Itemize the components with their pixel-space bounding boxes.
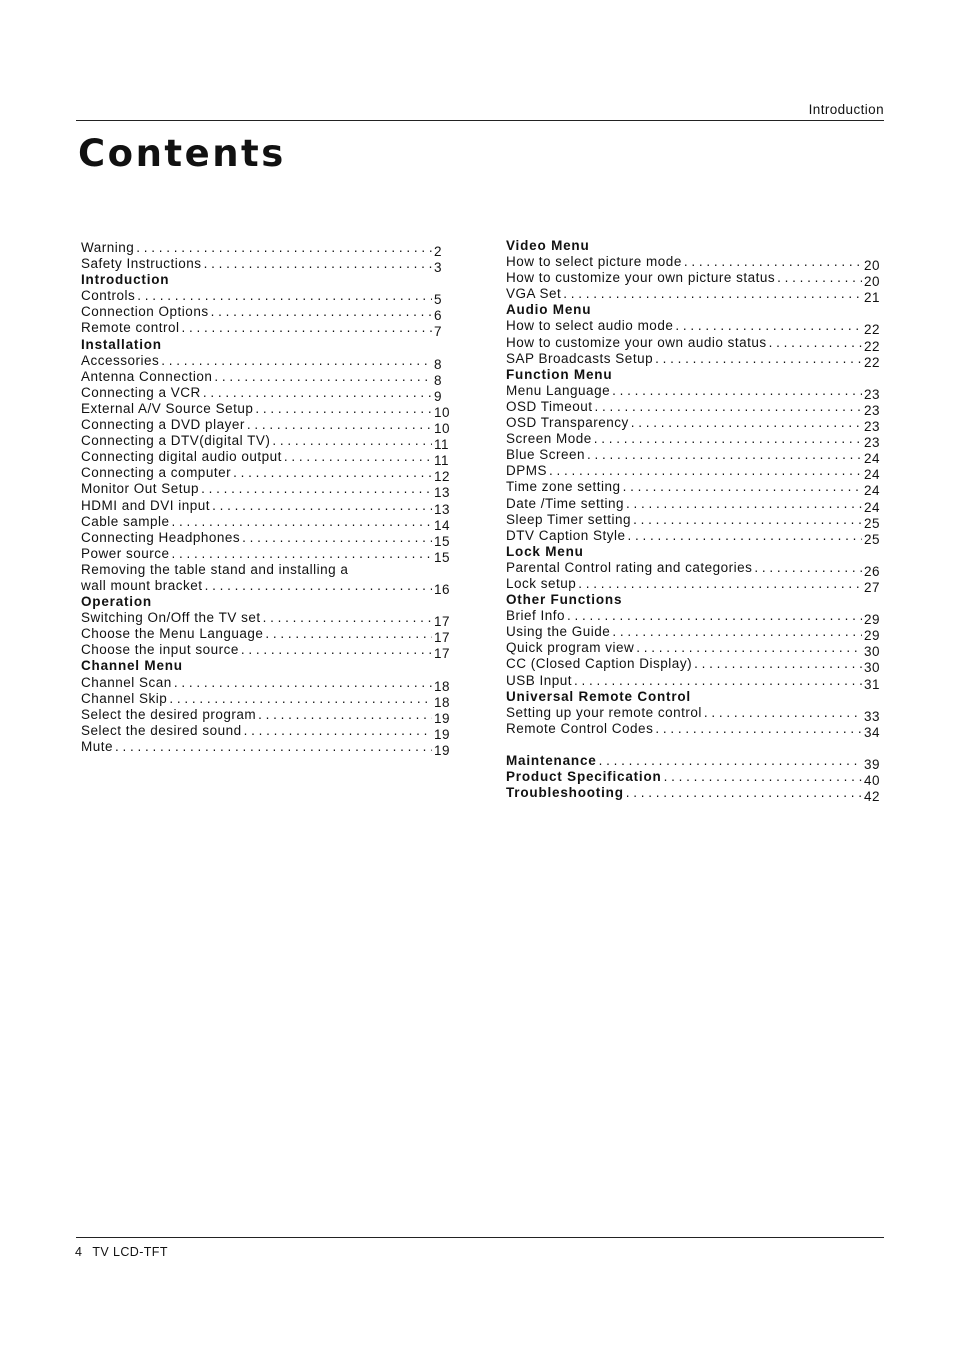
toc-dot-leader [626, 496, 862, 512]
toc-entry-label: Monitor Out Setup [81, 481, 200, 497]
toc-dot-leader [704, 705, 862, 721]
toc-dot-leader [182, 320, 432, 336]
toc-dot-leader [247, 417, 432, 433]
toc-entry[interactable] [506, 415, 882, 435]
toc-dot-leader [241, 642, 432, 658]
toc-entry[interactable] [81, 288, 452, 308]
toc-dot-leader [136, 240, 432, 256]
toc-entry[interactable] [506, 318, 882, 338]
toc-page-number: 13 [434, 501, 451, 517]
toc-page-number: 24 [864, 451, 881, 467]
toc-dot-leader [244, 723, 432, 739]
toc-dot-leader [567, 608, 862, 624]
toc-page-number: 30 [864, 644, 881, 660]
toc-dot-leader [174, 675, 432, 691]
toc-entry-label: How to select picture mode [506, 254, 682, 270]
toc-dot-leader [675, 318, 862, 334]
footer-rule [76, 1237, 884, 1238]
toc-entry[interactable] [506, 479, 882, 499]
toc-dot-leader [633, 512, 862, 528]
toc-page-number: 12 [434, 469, 451, 485]
toc-entry[interactable] [506, 785, 882, 805]
toc-page-number: 40 [864, 773, 881, 788]
toc-page-number: 24 [864, 499, 881, 515]
toc-page-number: 10 [434, 421, 451, 437]
toc-section-heading: Other Functions [506, 592, 623, 608]
toc-entry-label: Remote control [81, 320, 180, 336]
toc-dot-leader [612, 383, 862, 399]
toc-entry[interactable] [506, 495, 882, 515]
toc-entry-label: Sleep Timer setting [506, 511, 632, 527]
toc-page-number: 29 [864, 612, 881, 628]
toc-dot-leader [272, 433, 432, 449]
toc-entry[interactable] [506, 334, 882, 354]
toc-section-heading: Installation [81, 336, 162, 352]
toc-page-number: 42 [864, 789, 881, 805]
toc-dot-leader [587, 447, 862, 463]
page-title: Contents [78, 132, 286, 175]
toc-entry[interactable] [81, 384, 452, 404]
toc-dot-leader [211, 304, 432, 320]
toc-entry-label: Power source [81, 545, 170, 561]
toc-entry-label: Switching On/Off the TV set [81, 610, 261, 626]
toc-page-number: 22 [864, 322, 881, 338]
toc-dot-leader [263, 610, 432, 626]
toc-entry-label: Connection Options [81, 304, 209, 320]
toc-entry-label: Setting up your remote control [506, 704, 702, 720]
toc-gap [506, 737, 882, 753]
toc-entry-label: OSD Timeout [506, 398, 593, 414]
toc-entry-label: Mute [81, 738, 114, 754]
toc-page-number: 22 [864, 338, 881, 354]
toc-dot-leader [255, 401, 432, 417]
toc-dot-leader [628, 528, 862, 544]
toc-dot-leader [172, 514, 432, 530]
toc-dot-leader [137, 288, 432, 304]
toc-dot-leader [578, 576, 862, 592]
toc-dot-leader [623, 479, 862, 495]
toc-entry[interactable] [506, 382, 882, 402]
toc-entry[interactable] [81, 738, 452, 758]
toc-page-number: 8 [434, 372, 443, 388]
toc-entry-label: Troubleshooting [506, 785, 624, 801]
toc-entry[interactable] [506, 608, 882, 628]
toc-dot-leader [655, 721, 862, 737]
toc-dot-leader [214, 369, 432, 385]
toc-page-number: 20 [864, 274, 881, 290]
toc-entry[interactable] [81, 320, 452, 340]
toc-entry[interactable] [81, 513, 452, 533]
toc-dot-leader [694, 656, 862, 672]
toc-page-number: 21 [864, 290, 881, 306]
toc-dot-leader [612, 624, 862, 640]
toc-dot-leader [204, 256, 432, 272]
toc-section-heading: Channel Menu [81, 658, 183, 674]
toc-dot-leader [172, 546, 432, 562]
toc-dot-leader [594, 431, 862, 447]
toc-entry-label: How to customize your own audio status [506, 334, 767, 350]
footer-page-number: 4 [75, 1245, 83, 1259]
toc-page-number: 27 [864, 579, 881, 595]
toc-entry-label: Controls [81, 288, 136, 304]
header-rule [76, 120, 884, 121]
toc-section-heading: Universal Remote Control [506, 688, 691, 704]
toc-entry[interactable] [81, 706, 452, 726]
toc-entry[interactable] [81, 400, 452, 420]
toc-entry[interactable] [81, 449, 452, 469]
toc-entry-label: Safety Instructions [81, 256, 202, 272]
toc-entry-label: Channel Skip [81, 690, 168, 706]
toc-entry-label: Blue Screen [506, 447, 586, 463]
toc-entry-label: Connecting a computer [81, 465, 232, 481]
toc-entry-label: CC (Closed Caption Display) [506, 656, 693, 672]
toc-dot-leader [549, 463, 862, 479]
toc-entry-label: How to select audio mode [506, 318, 674, 334]
toc-entry[interactable] [506, 624, 882, 644]
toc-entry[interactable] [81, 545, 452, 565]
toc-page-number: 25 [864, 515, 881, 531]
toc-page-number: 20 [864, 258, 881, 274]
toc-dot-leader [201, 481, 432, 497]
toc-dot-leader [258, 707, 432, 723]
toc-entry-label: External A/V Source Setup [81, 400, 254, 416]
toc-dot-leader [242, 530, 432, 546]
toc-dot-leader [626, 785, 862, 801]
toc-entry-label: Warning [81, 240, 135, 255]
toc-entry[interactable] [506, 559, 882, 579]
toc-entry[interactable] [506, 511, 882, 531]
toc-entry-label: Connecting a DTV(digital TV) [81, 433, 271, 449]
toc-section-heading: Function Menu [506, 366, 613, 382]
toc-page-number: 23 [864, 402, 881, 418]
toc-page-number: 22 [864, 354, 881, 370]
toc-entry-text: Removing the table stand and installing a [81, 561, 349, 577]
toc-entry-label: Date /Time setting [506, 495, 625, 511]
toc-page-number: 17 [434, 614, 451, 630]
toc-entry[interactable] [506, 575, 882, 595]
toc-dot-leader [631, 415, 862, 431]
toc-entry-label: SAP Broadcasts Setup [506, 350, 654, 366]
toc-entry[interactable] [506, 447, 882, 467]
toc-entry-label: Parental Control rating and categories [506, 559, 753, 575]
toc-page-number: 23 [864, 435, 881, 451]
toc-dot-leader [595, 399, 862, 415]
toc-page-number: 10 [434, 404, 451, 420]
toc-dot-leader [265, 626, 432, 642]
toc-entry-label: Cable sample [81, 513, 170, 529]
toc-entry[interactable] [81, 626, 452, 646]
toc-page-number: 11 [434, 453, 450, 469]
toc-entry-label: Remote Control Codes [506, 720, 654, 736]
toc-entry[interactable] [81, 368, 452, 388]
toc-page-number: 19 [434, 726, 451, 742]
toc-dot-leader [284, 449, 432, 465]
toc-left-column [81, 240, 452, 758]
section-label: Introduction [808, 102, 884, 117]
toc-entry[interactable] [506, 527, 882, 547]
toc-entry[interactable] [506, 350, 882, 370]
toc-page-number: 29 [864, 628, 881, 644]
toc-entry[interactable] [506, 463, 882, 483]
page-footer [75, 1245, 168, 1259]
toc-section-heading: Lock Menu [506, 543, 584, 559]
toc-entry[interactable] [506, 769, 882, 788]
toc-page-number: 9 [434, 388, 443, 404]
toc-dot-leader [161, 353, 432, 369]
toc-entry-label: OSD Transparency [506, 415, 629, 431]
toc-page-number: 25 [864, 531, 881, 547]
toc-page-number: 18 [434, 678, 451, 694]
toc-page-number: 11 [434, 437, 450, 453]
toc-entry[interactable] [506, 286, 882, 306]
toc-page-number: 17 [434, 630, 451, 646]
toc-page-number: 23 [864, 386, 881, 402]
toc-entry[interactable] [506, 656, 882, 676]
toc-dot-leader [203, 385, 432, 401]
toc-entry-label: Antenna Connection [81, 368, 213, 384]
toc-entry-label: Select the desired sound [81, 722, 242, 738]
toc-page-number: 14 [434, 517, 451, 533]
toc-entry-label: Connecting a DVD player [81, 417, 245, 433]
toc-entry[interactable] [506, 720, 882, 740]
toc-entry-label: Brief Info [506, 608, 566, 624]
toc-page-number: 6 [434, 308, 443, 324]
toc-entry[interactable] [81, 577, 452, 597]
toc-section-heading: Video Menu [506, 238, 590, 253]
toc-page-number: 3 [434, 260, 443, 276]
toc-entry-label: HDMI and DVI input [81, 497, 211, 513]
toc-page-number: 34 [864, 724, 881, 740]
toc-entry[interactable] [506, 704, 882, 724]
toc-entry[interactable] [506, 398, 882, 418]
toc-entry-label: Time zone setting [506, 479, 621, 495]
toc-entry-label: Screen Mode [506, 431, 592, 447]
toc-dot-leader [233, 465, 432, 481]
toc-entry-label: Channel Scan [81, 674, 172, 690]
toc-entry[interactable] [81, 465, 452, 485]
toc-page-number: 15 [434, 549, 451, 565]
toc-entry-label: Choose the input source [81, 642, 239, 658]
toc-entry-label: Accessories [81, 352, 160, 368]
toc-entry[interactable] [81, 433, 452, 453]
toc-page-number: 31 [864, 676, 881, 692]
toc-entry[interactable] [81, 417, 452, 437]
toc-dot-leader [777, 270, 862, 286]
toc-entry[interactable] [506, 431, 882, 451]
toc-page-number: 30 [864, 660, 881, 676]
toc-entry-label: Menu Language [506, 382, 611, 398]
toc-page-number: 18 [434, 694, 451, 710]
toc-dot-leader [115, 739, 432, 755]
toc-page-number: 19 [434, 710, 451, 726]
toc-page-number: 26 [864, 563, 881, 579]
toc-page-number: 24 [864, 483, 881, 499]
toc-page-number: 5 [434, 292, 443, 308]
toc-entry[interactable] [506, 270, 882, 290]
toc-page-number: 17 [434, 646, 451, 662]
toc-entry-label: Select the desired program [81, 706, 257, 722]
toc-page-number: 39 [864, 756, 881, 772]
toc-entry-label: Choose the Menu Language [81, 626, 264, 642]
toc-entry[interactable] [506, 672, 882, 692]
toc-section-heading: Introduction [81, 272, 170, 288]
toc-page-number: 7 [434, 324, 443, 340]
toc-entry[interactable] [81, 674, 452, 694]
toc-section-heading: Audio Menu [506, 302, 592, 318]
toc-section-heading: Operation [81, 594, 152, 610]
toc-dot-leader [754, 560, 862, 576]
toc-entry-label: Connecting Headphones [81, 529, 241, 545]
toc-entry[interactable] [81, 352, 452, 372]
toc-entry[interactable] [81, 497, 452, 517]
toc-entry-label: How to customize your own picture status [506, 270, 776, 286]
toc-page-number: 23 [864, 419, 881, 435]
toc-dot-leader [636, 640, 862, 656]
toc-page-number: 19 [434, 742, 451, 758]
toc-entry-label: Connecting digital audio output [81, 449, 282, 465]
toc-entry-label: USB Input [506, 672, 573, 688]
toc-dot-leader [684, 254, 862, 270]
toc-entry[interactable] [506, 752, 882, 772]
toc-entry[interactable] [81, 610, 452, 630]
toc-dot-leader [599, 753, 862, 769]
toc-entry[interactable] [506, 254, 882, 274]
toc-dot-leader [574, 673, 862, 689]
toc-entry-label: Maintenance [506, 752, 597, 768]
toc-entry-label: VGA Set [506, 286, 562, 302]
toc-entry[interactable] [81, 642, 452, 662]
toc-dot-leader [563, 286, 862, 302]
footer-product-name: TV LCD-TFT [92, 1245, 168, 1259]
toc-dot-leader [205, 578, 432, 594]
toc-dot-leader [212, 498, 432, 514]
toc-entry-label: DPMS [506, 463, 548, 479]
toc-entry[interactable] [81, 529, 452, 549]
toc-page-number: 8 [434, 356, 443, 372]
toc-entry[interactable] [81, 256, 452, 276]
toc-right-column [506, 238, 882, 805]
toc-entry[interactable] [81, 722, 452, 742]
toc-page-number: 15 [434, 533, 451, 549]
toc-entry-label: wall mount bracket [81, 577, 203, 593]
toc-dot-leader [664, 769, 862, 785]
toc-page-number: 2 [434, 244, 443, 259]
toc-entry-label: Quick program view [506, 640, 635, 656]
toc-dot-leader [655, 351, 862, 367]
toc-page-number: 13 [434, 485, 451, 501]
toc-entry-label: Using the Guide [506, 624, 611, 640]
toc-entry[interactable] [81, 690, 452, 710]
toc-entry-label: Product Specification [506, 769, 662, 784]
toc-entry-label: Connecting a VCR [81, 384, 201, 400]
toc-entry[interactable] [506, 640, 882, 660]
toc-dot-leader [169, 691, 432, 707]
toc-dot-leader [769, 335, 862, 351]
toc-page-number: 16 [434, 581, 451, 597]
toc-page-number: 33 [864, 708, 881, 724]
toc-entry-label: DTV Caption Style [506, 527, 626, 543]
toc-entry[interactable] [81, 304, 452, 324]
toc-page-number: 24 [864, 467, 881, 483]
toc-entry[interactable] [81, 481, 452, 501]
toc-entry-label: Lock setup [506, 575, 577, 591]
toc-entry[interactable] [81, 240, 452, 259]
